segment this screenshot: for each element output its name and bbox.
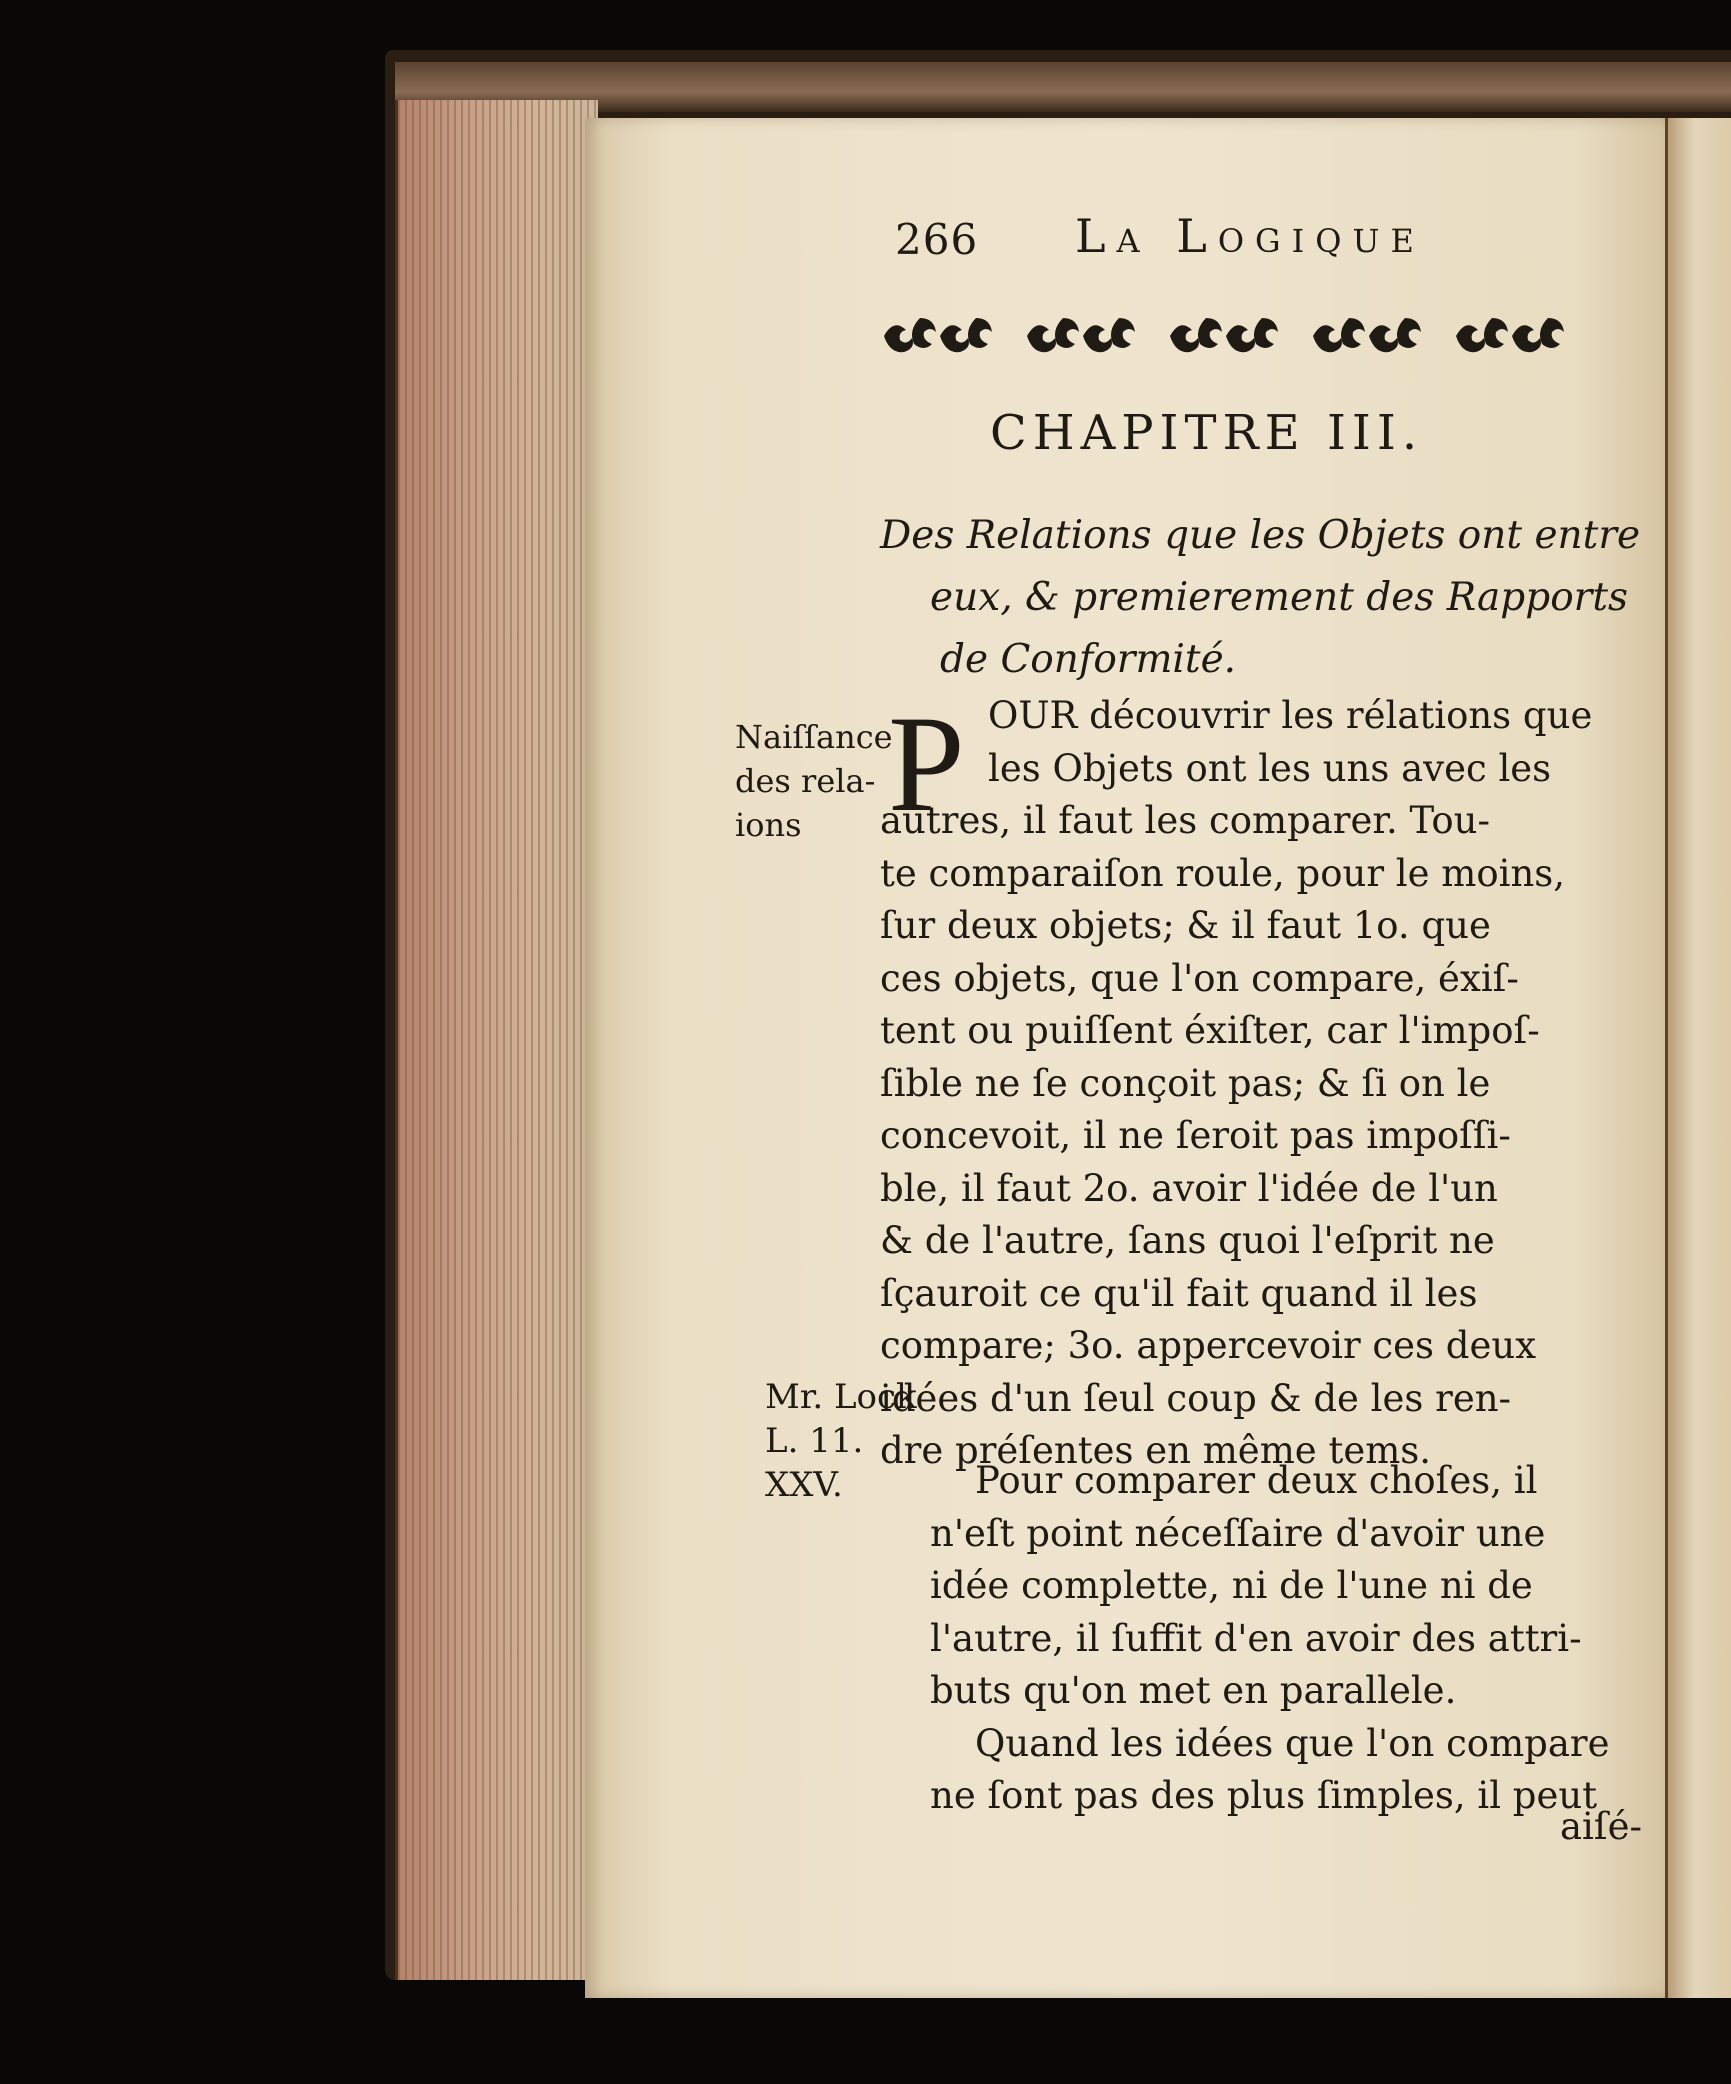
catchword: aiſé-: [1560, 1805, 1642, 1848]
fleuron-ornament-icon: [1023, 306, 1141, 364]
text-line: OUR découvrir les rélations que: [988, 694, 1593, 737]
text-line: l'autre, il ſuffit d'en avoir des attri-: [930, 1616, 1582, 1660]
text-line: ſible ne ſe conçoit pas; & ſi on le: [880, 1061, 1491, 1105]
text-line: ne ſont pas des plus ſimples, il peut: [930, 1774, 1598, 1817]
chapter-subtitle: [880, 505, 1641, 691]
text-line: Quand les idées que l'on compare: [975, 1721, 1610, 1765]
margin-note-line: L. 11.: [765, 1421, 864, 1461]
fleuron-ornament-icon: [1309, 306, 1427, 364]
margin-note-line: des rela-: [735, 762, 876, 800]
margin-note-line: Naiſſance: [735, 718, 893, 756]
drop-cap: P: [888, 687, 965, 840]
subtitle-line: de Conformité.: [940, 637, 1237, 682]
text-line: ſur deux objets; & il faut 1o. que: [880, 904, 1491, 947]
fleuron-ornament-icon: [1452, 306, 1570, 364]
margin-note-line: Mr. Lock: [765, 1377, 917, 1417]
text-line: dre préſentes en même tems.: [880, 1429, 1432, 1472]
text-line: autres, il faut les comparer. Tou-: [880, 799, 1490, 842]
text-line: idée complette, ni de l'une ni de: [930, 1564, 1533, 1607]
text-line: tent ou puiſſent éxiſter, car l'impoſ-: [880, 1009, 1540, 1052]
text-line: n'eſt point néceſſaire d'avoir une: [930, 1511, 1546, 1555]
running-title: La Logique: [1075, 209, 1425, 263]
facing-page-edge: [1665, 118, 1731, 1998]
chapter-title: CHAPITRE III.: [990, 405, 1424, 461]
fleuron-ornament-icon: [880, 306, 998, 364]
margin-note-line: XXV.: [765, 1465, 843, 1505]
subtitle-line: Des Relations que les Objets ont entre: [880, 513, 1641, 558]
subtitle-line: eux, & premierement des Rapports: [930, 575, 1629, 620]
text-line: idées d'un ſeul coup & de les ren-: [880, 1376, 1512, 1420]
text-line: ces objets, que l'on compare, éxiſ-: [880, 956, 1519, 1000]
text-line: concevoit, il ne ſeroit pas impoſſi-: [880, 1114, 1511, 1157]
margin-note-line: ions: [735, 806, 802, 844]
text-line: ble, il faut 2o. avoir l'idée de l'un: [880, 1166, 1498, 1210]
text-line: & de l'autre, ſans quoi l'eſprit ne: [880, 1219, 1495, 1262]
text-line: te comparaiſon roule, pour le moins,: [880, 851, 1566, 895]
paragraph-1: [880, 690, 1593, 1478]
margin-note-locke-reference: [765, 1375, 917, 1507]
margin-note-origin-of-relations: [735, 715, 893, 847]
paragraph-2-and-3: [930, 1455, 1630, 1823]
fleuron-ornament-icon: [1166, 306, 1284, 364]
text-line: les Objets ont les uns avec les: [988, 746, 1552, 790]
page-number: 266: [895, 215, 979, 264]
page-fore-edge: [395, 100, 598, 1980]
text-line: Pour comparer deux choſes, il: [975, 1459, 1538, 1502]
text-line: compare; 3o. appercevoir ces deux: [880, 1324, 1537, 1367]
ornament-band: [880, 305, 1570, 365]
text-line: ſçauroit ce qu'il fait quand il les: [880, 1271, 1478, 1315]
text-line: buts qu'on met en parallele.: [930, 1669, 1457, 1712]
